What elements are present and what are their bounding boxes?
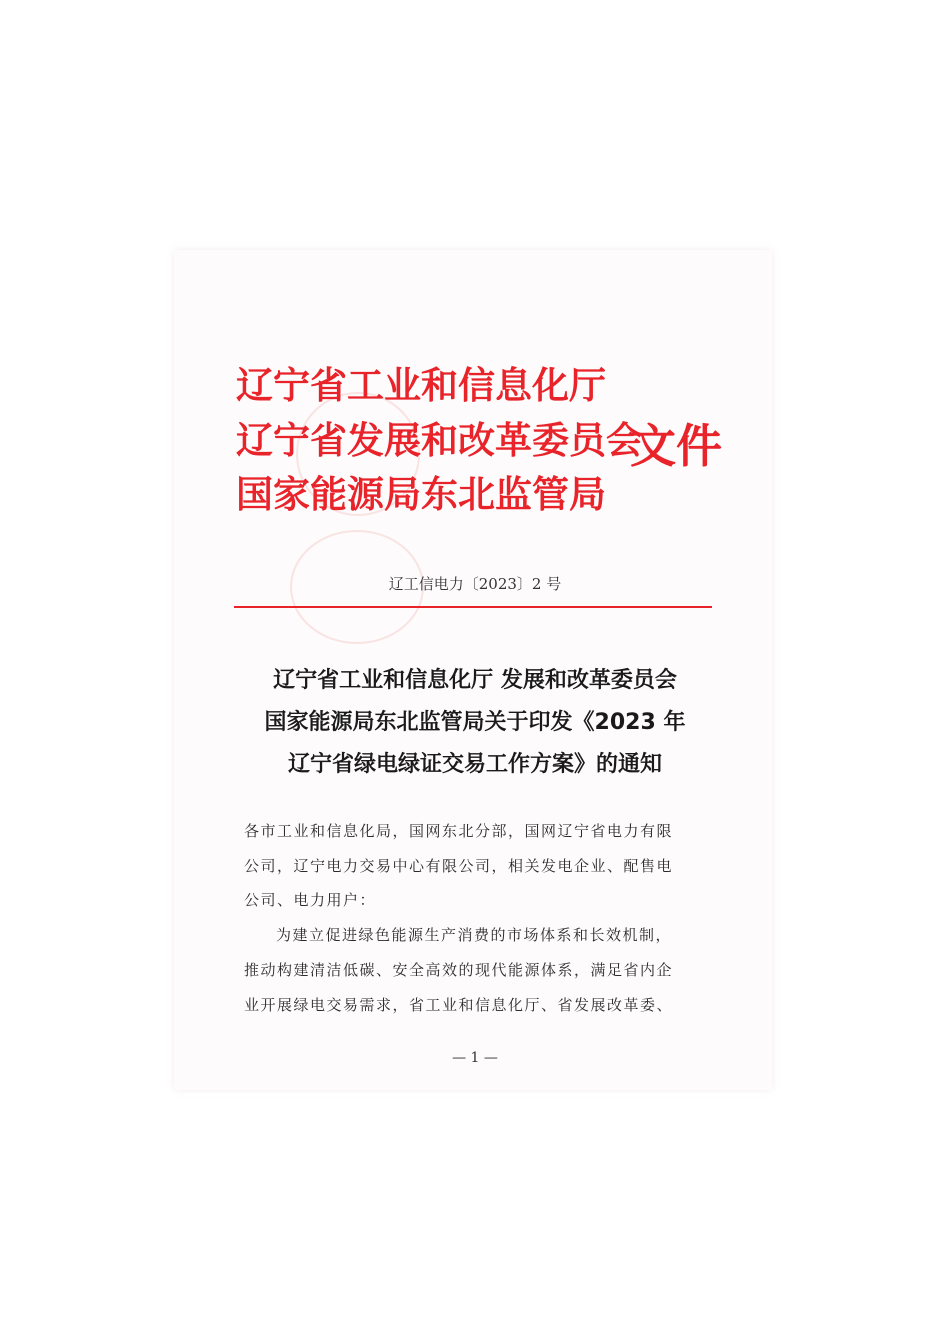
issuer-line-2: 辽宁省发展和改革委员会 <box>236 419 643 462</box>
body-paragraph-line-3: 业开展绿电交易需求，省工业和信息化厅、省发展改革委、 <box>244 996 674 1014</box>
document-title-line-1: 辽宁省工业和信息化厅 发展和改革委员会 <box>273 668 677 693</box>
issuer-line-3: 国家能源局东北监管局 <box>236 473 606 516</box>
issuer-line-1: 辽宁省工业和信息化厅 <box>236 364 606 407</box>
body-paragraph-line-2: 推动构建清洁低碳、安全高效的现代能源体系，满足省内企 <box>244 961 674 979</box>
body-paragraph-line-1: 为建立促进绿色能源生产消费的市场体系和长效机制， <box>276 926 673 944</box>
recipient-line-3: 公司、电力用户： <box>244 891 377 909</box>
document-type-label: 文件 <box>630 419 722 473</box>
recipient-line-1: 各市工业和信息化局，国网东北分部，国网辽宁省电力有限 <box>244 822 674 840</box>
page-number: — 1 — <box>452 1050 498 1066</box>
issuing-authorities-header <box>236 350 736 520</box>
red-divider-line <box>234 606 712 608</box>
document-number: 辽工信电力〔2023〕2 号 <box>388 575 562 593</box>
document-title-line-2: 国家能源局东北监管局关于印发《2023 年 <box>264 710 686 735</box>
recipient-line-2: 公司，辽宁电力交易中心有限公司，相关发电企业、配售电 <box>244 857 674 875</box>
document-title-line-3: 辽宁省绿电绿证交易工作方案》的通知 <box>287 752 662 777</box>
